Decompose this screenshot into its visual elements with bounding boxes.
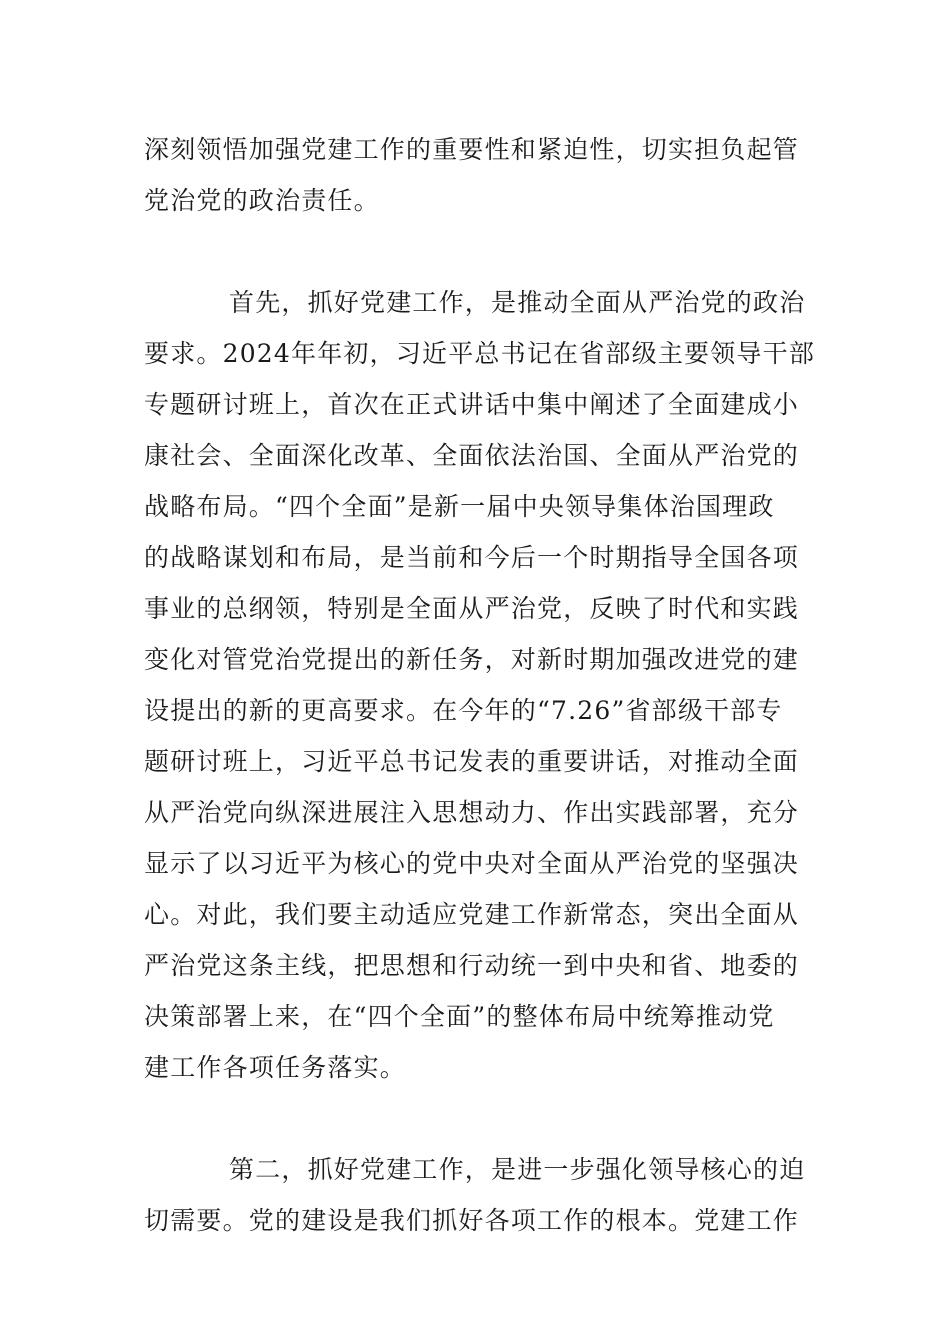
paragraph-first-line: 首先，抓好党建工作，是推动全面从严治党的政治 — [229, 288, 806, 317]
text-line: 显示了以习近平为核心的党中央对全面从严治党的坚强决 — [144, 849, 800, 878]
text-line: 从严治党向纵深进展注入思想动力、作出实践部署，充分 — [144, 798, 800, 827]
text-line: 切需要。党的建设是我们抓好各项工作的根本。党建工作 — [144, 1206, 800, 1235]
text-line: 心。对此，我们要主动适应党建工作新常态，突出全面从 — [144, 900, 800, 929]
text-line: 决策部署上来，在“四个全面”的整体布局中统筹推动党 — [144, 1002, 775, 1031]
text-line: 严治党这条主线，把思想和行动统一到中央和省、地委的 — [144, 951, 800, 980]
text-line: 战略布局。“四个全面”是新一届中央领导集体治国理政 — [144, 492, 775, 521]
text-line: 题研讨班上，习近平总书记发表的重要讲话，对推动全面 — [144, 747, 800, 776]
paragraph-first-line: 第二，抓好党建工作，是进一步强化领导核心的迫 — [229, 1155, 806, 1184]
text-line: 党治党的政治责任。 — [144, 186, 380, 215]
text-line: 专题研讨班上，首次在正式讲话中集中阐述了全面建成小 — [144, 390, 800, 419]
text-line: 深刻领悟加强党建工作的重要性和紧迫性，切实担负起管 — [144, 135, 800, 164]
text-line: 事业的总纲领，特别是全面从严治党，反映了时代和实践 — [144, 594, 800, 623]
text-line: 变化对管党治党提出的新任务，对新时期加强改进党的建 — [144, 645, 800, 674]
text-line: 设提出的新的更高要求。在今年的“7.26”省部级干部专 — [144, 696, 783, 725]
text-line: 的战略谋划和布局，是当前和今后一个时期指导全国各项 — [144, 543, 800, 572]
text-line: 建工作各项任务落实。 — [144, 1053, 407, 1082]
text-line: 要求。2024年年初，习近平总书记在省部级主要领导干部 — [144, 339, 816, 368]
text-line: 康社会、全面深化改革、全面依法治国、全面从严治党的 — [144, 441, 800, 470]
